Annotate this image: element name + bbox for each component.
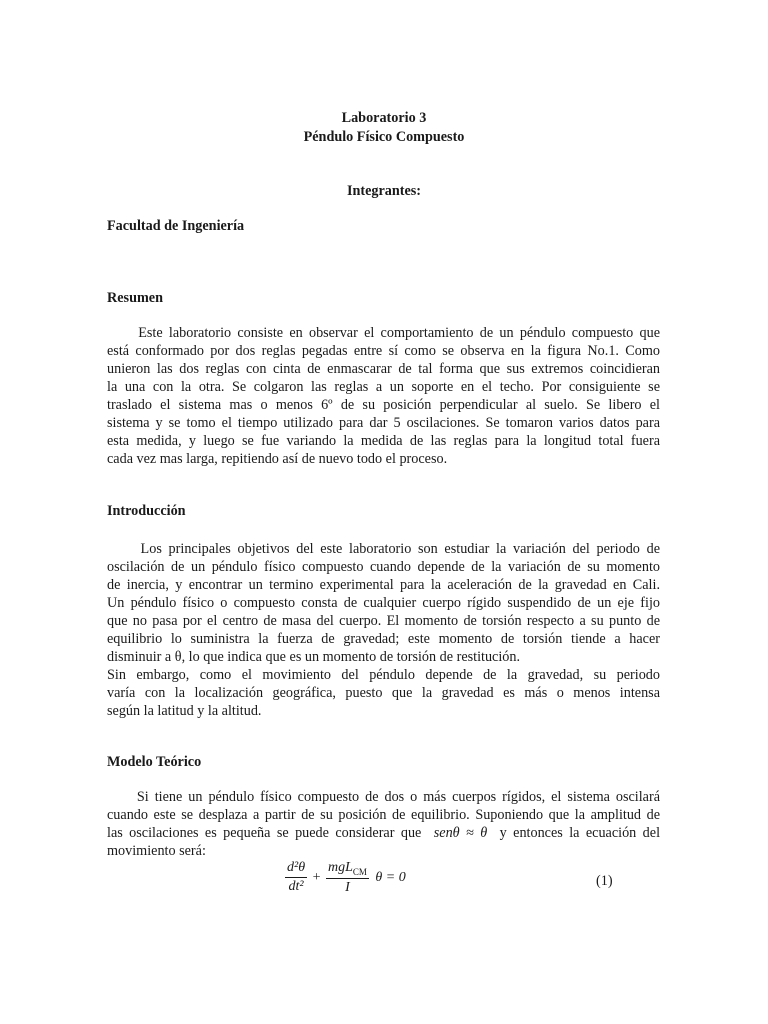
introduccion-line: Sin embargo, como el movimiento del péndulo depende de la gravedad, su periodo xyxy=(107,667,660,683)
resumen-line: cada vez mas larga, repitiendo así de nuevo todo el proceso. xyxy=(107,451,448,467)
equation-number: (1) xyxy=(596,873,613,889)
resumen-line: sistema y se tomo el tiempo utilizado para dar 5 oscilaciones. Se tomaron varios datos para xyxy=(107,415,660,431)
equation-mgl: mgL xyxy=(327,860,353,875)
introduccion-line: oscilación de un péndulo físico compuesto cuando depende de la variación de su momento xyxy=(107,559,660,575)
modelo-line-3 xyxy=(107,824,660,842)
modelo-line: Si tiene un péndulo físico compuesto de dos o más cuerpos rígidos, el sistema oscilará xyxy=(107,789,660,805)
modelo-line: cuando este se desplaza a partir de su posición de equilibrio. Suponiendo que la amplitud de xyxy=(107,807,660,823)
resumen-line: está conformado por dos reglas pegadas entre sí como se observa en la figura No.1. Como xyxy=(107,343,660,359)
modelo-line-3-text: las oscilaciones es pequeña se puede considerar que xyxy=(107,825,422,841)
equation-1 xyxy=(285,860,406,904)
modelo-line-3-tail: y entonces la ecuación del xyxy=(499,825,661,841)
introduccion-line: disminuir a θ, lo que indica que es un momento de torsión de restitución. xyxy=(107,649,521,665)
equation-fraction-1 xyxy=(285,860,307,895)
introduccion-paragraph xyxy=(107,540,660,720)
equation-frac1-numerator: d²θ xyxy=(285,860,307,878)
equation-frac2-denominator: I xyxy=(345,879,350,895)
introduccion-line: de inercia, y encontrar un termino experimental para la aceleración de la gravedad en Cali. xyxy=(107,577,660,593)
introduccion-line: equilibrio lo suministra la fuerza de gravedad; este momento de torsión tiende a hacer xyxy=(107,631,660,647)
resumen-line: unieron las dos reglas con cinta de enmascarar de tal forma que sus extremos coincidieran xyxy=(107,361,660,377)
resumen-line: Este laboratorio consiste en observar el comportamiento de un péndulo compuesto que xyxy=(107,325,660,341)
title-line-1: Laboratorio 3 xyxy=(341,110,427,126)
modelo-line: movimiento será: xyxy=(107,843,206,859)
introduccion-heading: Introducción xyxy=(107,503,186,519)
equation-frac1-denominator: dt² xyxy=(288,879,304,895)
resumen-line: traslado el sistema mas o menos 6º de su posición perpendicular al suelo. Se libero el xyxy=(107,397,660,413)
equation-plus: + xyxy=(312,869,321,885)
introduccion-line: Los principales objetivos del este laboratorio son estudiar la variación del periodo de xyxy=(107,541,660,557)
introduccion-line: que no pasa por el centro de masa del cuerpo. El momento de torsión respecto a su punto de xyxy=(107,613,660,629)
resumen-heading: Resumen xyxy=(107,290,163,306)
equation-cm-subscript: CM xyxy=(352,866,367,877)
equation-frac2-numerator xyxy=(326,860,369,879)
equation-tail: θ = 0 xyxy=(375,869,406,885)
facultad-heading: Facultad de Ingeniería xyxy=(107,218,245,234)
modelo-paragraph xyxy=(107,788,660,860)
equation-fraction-2 xyxy=(326,860,369,896)
modelo-heading: Modelo Teórico xyxy=(107,754,202,770)
resumen-line: la una con la otra. Se colgaron las reglas a un soporte en el techo. Por consiguiente se xyxy=(107,379,660,395)
introduccion-line: Un péndulo físico o compuesto consta de cualquier cuerpo rígido suspendido de un eje fijo xyxy=(107,595,660,611)
inline-sen-approx: senθ ≈ θ xyxy=(433,825,488,841)
resumen-line: esta medida, y luego se fue variando la medida de las reglas para la longitud total fuera xyxy=(107,433,660,449)
resumen-paragraph xyxy=(107,324,660,468)
title-line-2: Péndulo Físico Compuesto xyxy=(303,129,465,145)
integrantes-heading: Integrantes: xyxy=(346,183,422,199)
introduccion-line: varía con la localización geográfica, puesto que la gravedad es más o menos intensa xyxy=(107,685,660,701)
introduccion-line: según la latitud y la altitud. xyxy=(107,703,262,719)
